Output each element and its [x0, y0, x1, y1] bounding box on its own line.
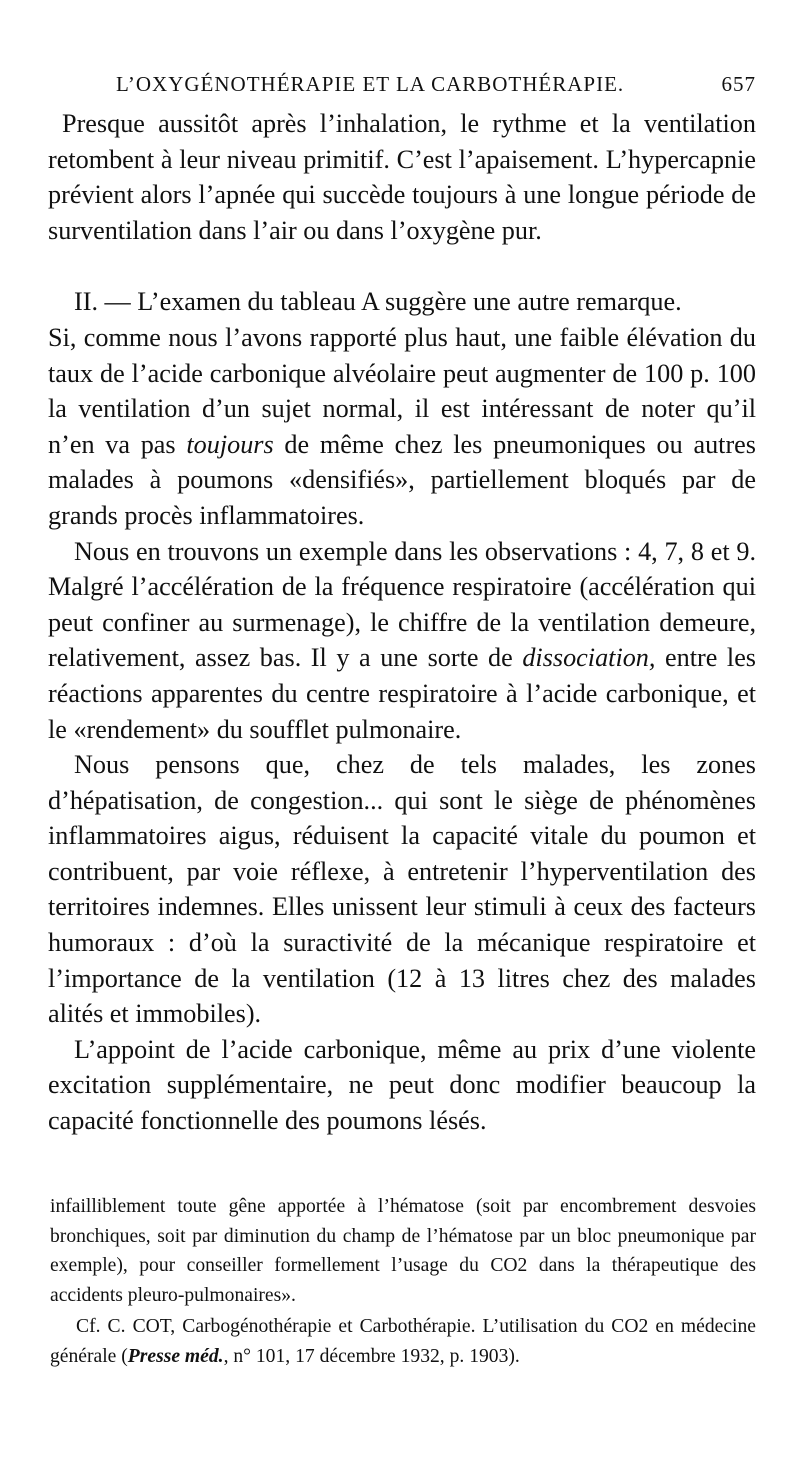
page-header: [48, 70, 756, 106]
paragraph-6: L’appoint de l’acide carbonique, même au prix d’une violente excitation supplémentaire, ne peut donc modifier beaucoup la capacité fonctionnelle des poumons lésés.: [48, 1034, 756, 1136]
footnote: [50, 1192, 756, 1372]
footnote-text: infailliblement toute gêne apportée à l’hématose (soit par encombrement desvoies bronchiques, soit par diminution du champ de l’hématose par un bloc pneumonique par exemple), pour conseiller formellement l’usage du CO2 dans la thérapeutique des accidents pleuro-pulmonaires».: [50, 1196, 756, 1306]
footnote-reference: [50, 1312, 756, 1371]
paragraph-4-emphasis: dissociation,: [522, 643, 656, 673]
paragraph-2: II. — L’examen du tableau A suggère une autre remarque.: [74, 287, 682, 317]
paragraph-3-emphasis: toujours: [186, 429, 274, 459]
paragraph-1: Presque aussitôt après l’inhalation, le rythme et la ventilation retombent à leur niveau primitif. C’est l’apaisement. L’hypercapnie prévient alors l’apnée qui succède toujours à une longue période de surventilation dans l’air ou dans l’oxygène pur.: [48, 109, 756, 245]
page: [48, 70, 756, 1139]
main-text: [48, 106, 756, 1139]
paragraph-4-start: Nous en trouvons un exemple dans les observations : 4, 7, 8 et 9. Malgré l’accélération de la fréquence respiratoire (accélération qui peut confiner au surmenage), le chiffre de la ventilation demeure, relativement, assez bas. Il y a une sorte de: [48, 536, 756, 673]
paragraph-5: Nous pensons que, chez de tels malades, les zones d’hépatisation, de congestion... qui sont le siège de phénomènes inflammatoires aigus, réduisent la capacité vitale du poumon et contribuent, par voie réflexe, à entretenir l’hyperventilation des territoires indemnes. Elles unissent leur stimuli à ceux des facteurs humoraux : d’où la suractivité de la mécanique respiratoire et l’importance de la ventilation (12 à 13 litres chez des malades alités et immobiles).: [48, 750, 756, 1029]
footnote-reference-journal: Presse méd.: [127, 1345, 224, 1367]
paragraph-3-start: Si, comme nous l’avons rapporté plus haut, une faible élévation du taux de l’acide carbonique alvéolaire peut augmenter de 100 p. 100 la ventilation d’un sujet normal, il est intéressant de noter qu’il n’en va pas: [48, 322, 756, 459]
paragraph-4-end: entre les réactions apparentes du centre respiratoire à l’acide carbonique, et le «rendement» du soufflet pulmonaire.: [48, 643, 757, 744]
footnote-reference-end: , n° 101, 17 décembre 1932, p. 1903).: [223, 1345, 520, 1367]
running-title: L’OXYGÉNOTHÉRAPIE ET LA CARBOTHÉRAPIE.: [116, 72, 625, 96]
paragraph-3: [48, 320, 756, 534]
paragraph-3-end: de même chez les pneumoniques ou autres malades à poumons «densifiés», partiellement bloqués par de grands procès inflammatoires.: [48, 429, 756, 530]
footnote-reference-start: Cf. C. COT, Carbogénothérapie et Carbothérapie. L’utilisation du CO2 en médecine générale (: [50, 1316, 756, 1367]
paragraph-4: [48, 534, 756, 748]
page-number: 657: [721, 72, 756, 96]
